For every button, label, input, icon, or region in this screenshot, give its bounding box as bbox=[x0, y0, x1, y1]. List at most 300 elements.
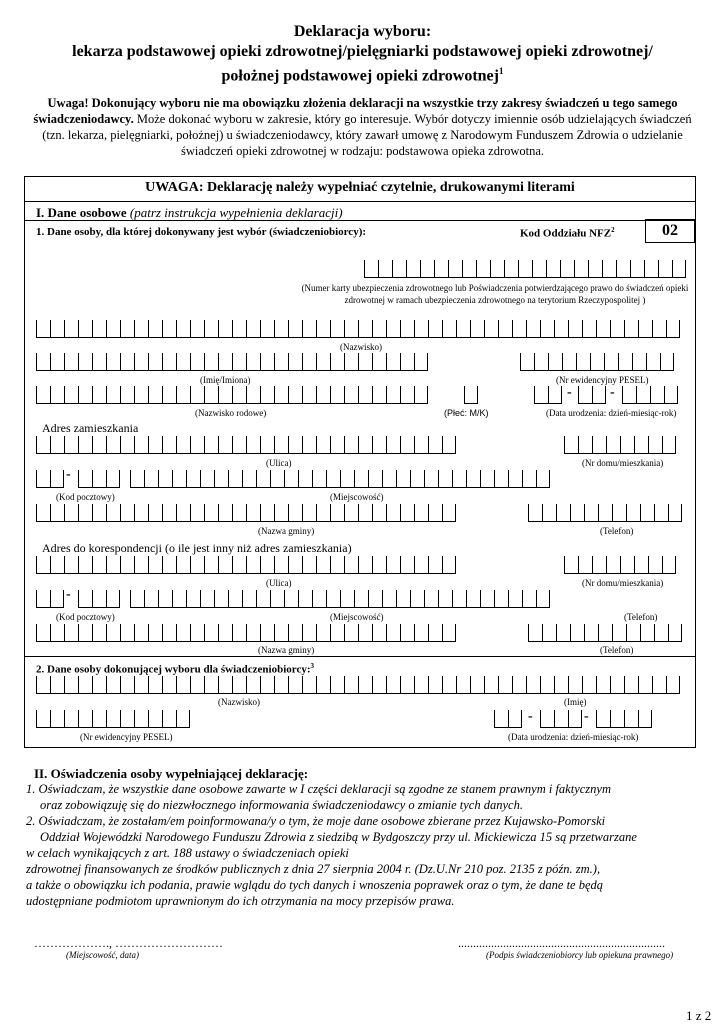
entry-box[interactable] bbox=[368, 470, 382, 488]
entry-box[interactable] bbox=[386, 624, 400, 642]
entry-box[interactable] bbox=[648, 436, 662, 454]
chooser-dob-year-cells[interactable] bbox=[596, 710, 652, 728]
entry-box[interactable] bbox=[284, 590, 298, 608]
entry-box[interactable] bbox=[204, 436, 218, 454]
entry-box[interactable] bbox=[134, 676, 148, 694]
entry-box[interactable] bbox=[284, 470, 298, 488]
entry-box[interactable] bbox=[36, 504, 50, 522]
entry-box[interactable] bbox=[148, 320, 162, 338]
entry-box[interactable] bbox=[78, 624, 92, 642]
pesel-cells[interactable] bbox=[520, 353, 674, 371]
entry-box[interactable] bbox=[476, 260, 490, 278]
entry-box[interactable] bbox=[78, 676, 92, 694]
entry-box[interactable] bbox=[190, 436, 204, 454]
entry-box[interactable] bbox=[626, 624, 640, 642]
entry-box[interactable] bbox=[274, 676, 288, 694]
entry-box[interactable] bbox=[330, 624, 344, 642]
entry-box[interactable] bbox=[172, 470, 186, 488]
entry-box[interactable] bbox=[442, 504, 456, 522]
entry-box[interactable] bbox=[512, 676, 526, 694]
entry-box[interactable] bbox=[452, 590, 466, 608]
entry-box[interactable] bbox=[326, 470, 340, 488]
chooser-surname-cells[interactable] bbox=[36, 676, 680, 694]
surname-cells[interactable] bbox=[36, 320, 680, 338]
entry-box[interactable] bbox=[64, 353, 78, 371]
entry-box[interactable] bbox=[176, 386, 190, 404]
entry-box[interactable] bbox=[204, 386, 218, 404]
entry-box[interactable] bbox=[540, 710, 554, 728]
entry-box[interactable] bbox=[568, 320, 582, 338]
entry-box[interactable] bbox=[344, 556, 358, 574]
entry-box[interactable] bbox=[606, 436, 620, 454]
entry-box[interactable] bbox=[162, 504, 176, 522]
postcode-cells-a[interactable] bbox=[36, 470, 64, 488]
entry-box[interactable] bbox=[438, 590, 452, 608]
entry-box[interactable] bbox=[660, 353, 674, 371]
entry-box[interactable] bbox=[498, 320, 512, 338]
entry-box[interactable] bbox=[442, 624, 456, 642]
entry-box[interactable] bbox=[106, 436, 120, 454]
entry-box[interactable] bbox=[246, 436, 260, 454]
house-number-cells[interactable] bbox=[564, 436, 676, 454]
entry-box[interactable] bbox=[638, 710, 652, 728]
entry-box[interactable] bbox=[620, 436, 634, 454]
entry-box[interactable] bbox=[596, 320, 610, 338]
entry-box[interactable] bbox=[274, 556, 288, 574]
entry-box[interactable] bbox=[228, 590, 242, 608]
entry-box[interactable] bbox=[640, 624, 654, 642]
entry-box[interactable] bbox=[148, 353, 162, 371]
entry-box[interactable] bbox=[354, 590, 368, 608]
entry-box[interactable] bbox=[274, 353, 288, 371]
entry-box[interactable] bbox=[464, 386, 478, 404]
postcode-cells-b[interactable] bbox=[78, 470, 120, 488]
entry-box[interactable] bbox=[190, 386, 204, 404]
entry-box[interactable] bbox=[386, 353, 400, 371]
entry-box[interactable] bbox=[372, 353, 386, 371]
entry-box[interactable] bbox=[400, 624, 414, 642]
entry-box[interactable] bbox=[414, 504, 428, 522]
entry-box[interactable] bbox=[218, 504, 232, 522]
entry-box[interactable] bbox=[218, 556, 232, 574]
entry-box[interactable] bbox=[186, 470, 200, 488]
entry-box[interactable] bbox=[654, 624, 668, 642]
entry-box[interactable] bbox=[232, 353, 246, 371]
entry-box[interactable] bbox=[246, 504, 260, 522]
entry-box[interactable] bbox=[190, 624, 204, 642]
entry-box[interactable] bbox=[590, 353, 604, 371]
entry-box[interactable] bbox=[568, 710, 582, 728]
entry-box[interactable] bbox=[480, 590, 494, 608]
entry-box[interactable] bbox=[204, 556, 218, 574]
entry-box[interactable] bbox=[622, 386, 636, 404]
entry-box[interactable] bbox=[602, 260, 616, 278]
entry-box[interactable] bbox=[410, 470, 424, 488]
entry-box[interactable] bbox=[646, 353, 660, 371]
entry-box[interactable] bbox=[316, 504, 330, 522]
entry-box[interactable] bbox=[162, 676, 176, 694]
entry-box[interactable] bbox=[604, 353, 618, 371]
entry-box[interactable] bbox=[36, 556, 50, 574]
entry-box[interactable] bbox=[662, 436, 676, 454]
entry-box[interactable] bbox=[50, 320, 64, 338]
entry-box[interactable] bbox=[470, 676, 484, 694]
entry-box[interactable] bbox=[428, 504, 442, 522]
entry-box[interactable] bbox=[610, 710, 624, 728]
entry-box[interactable] bbox=[534, 386, 548, 404]
entry-box[interactable] bbox=[176, 504, 190, 522]
entry-box[interactable] bbox=[50, 676, 64, 694]
entry-box[interactable] bbox=[148, 386, 162, 404]
entry-box[interactable] bbox=[424, 590, 438, 608]
entry-box[interactable] bbox=[288, 504, 302, 522]
entry-box[interactable] bbox=[372, 436, 386, 454]
entry-box[interactable] bbox=[302, 353, 316, 371]
entry-box[interactable] bbox=[242, 470, 256, 488]
entry-box[interactable] bbox=[568, 676, 582, 694]
entry-box[interactable] bbox=[134, 320, 148, 338]
entry-box[interactable] bbox=[78, 353, 92, 371]
entry-box[interactable] bbox=[92, 556, 106, 574]
entry-box[interactable] bbox=[438, 470, 452, 488]
entry-box[interactable] bbox=[92, 624, 106, 642]
entry-box[interactable] bbox=[330, 676, 344, 694]
entry-box[interactable] bbox=[542, 504, 556, 522]
entry-box[interactable] bbox=[636, 386, 650, 404]
entry-box[interactable] bbox=[302, 556, 316, 574]
corr-street-cells[interactable] bbox=[36, 556, 456, 574]
entry-box[interactable] bbox=[520, 353, 534, 371]
entry-box[interactable] bbox=[130, 470, 144, 488]
entry-box[interactable] bbox=[344, 386, 358, 404]
entry-box[interactable] bbox=[448, 260, 462, 278]
entry-box[interactable] bbox=[176, 710, 190, 728]
entry-box[interactable] bbox=[232, 624, 246, 642]
entry-box[interactable] bbox=[610, 320, 624, 338]
entry-box[interactable] bbox=[548, 353, 562, 371]
entry-box[interactable] bbox=[598, 624, 612, 642]
entry-box[interactable] bbox=[414, 386, 428, 404]
entry-box[interactable] bbox=[134, 710, 148, 728]
entry-box[interactable] bbox=[330, 320, 344, 338]
entry-box[interactable] bbox=[106, 590, 120, 608]
entry-box[interactable] bbox=[106, 624, 120, 642]
entry-box[interactable] bbox=[148, 556, 162, 574]
card-number-cells[interactable] bbox=[364, 260, 686, 278]
entry-box[interactable] bbox=[624, 320, 638, 338]
entry-box[interactable] bbox=[396, 590, 410, 608]
corr-house-number-cells[interactable] bbox=[564, 556, 676, 574]
entry-box[interactable] bbox=[582, 320, 596, 338]
entry-box[interactable] bbox=[316, 386, 330, 404]
entry-box[interactable] bbox=[288, 353, 302, 371]
entry-box[interactable] bbox=[274, 436, 288, 454]
entry-box[interactable] bbox=[78, 320, 92, 338]
entry-box[interactable] bbox=[288, 556, 302, 574]
entry-box[interactable] bbox=[508, 470, 522, 488]
entry-box[interactable] bbox=[78, 386, 92, 404]
entry-box[interactable] bbox=[414, 556, 428, 574]
entry-box[interactable] bbox=[372, 504, 386, 522]
entry-box[interactable] bbox=[260, 676, 274, 694]
entry-box[interactable] bbox=[662, 556, 676, 574]
entry-box[interactable] bbox=[256, 470, 270, 488]
entry-box[interactable] bbox=[592, 386, 606, 404]
entry-box[interactable] bbox=[186, 590, 200, 608]
entry-box[interactable] bbox=[484, 320, 498, 338]
entry-box[interactable] bbox=[562, 353, 576, 371]
signature-dots[interactable]: ..................................................................... bbox=[458, 936, 665, 950]
entry-box[interactable] bbox=[612, 504, 626, 522]
entry-box[interactable] bbox=[260, 320, 274, 338]
entry-box[interactable] bbox=[232, 436, 246, 454]
entry-box[interactable] bbox=[528, 624, 542, 642]
entry-box[interactable] bbox=[652, 320, 666, 338]
entry-box[interactable] bbox=[176, 676, 190, 694]
entry-box[interactable] bbox=[344, 353, 358, 371]
entry-box[interactable] bbox=[50, 556, 64, 574]
entry-box[interactable] bbox=[106, 470, 120, 488]
entry-box[interactable] bbox=[378, 260, 392, 278]
entry-box[interactable] bbox=[50, 386, 64, 404]
entry-box[interactable] bbox=[358, 676, 372, 694]
entry-box[interactable] bbox=[508, 590, 522, 608]
entry-box[interactable] bbox=[288, 676, 302, 694]
entry-box[interactable] bbox=[50, 470, 64, 488]
entry-box[interactable] bbox=[120, 353, 134, 371]
entry-box[interactable] bbox=[190, 320, 204, 338]
entry-box[interactable] bbox=[246, 320, 260, 338]
entry-box[interactable] bbox=[588, 260, 602, 278]
sex-cell[interactable] bbox=[464, 386, 478, 404]
entry-box[interactable] bbox=[386, 504, 400, 522]
entry-box[interactable] bbox=[344, 320, 358, 338]
entry-box[interactable] bbox=[528, 504, 542, 522]
entry-box[interactable] bbox=[554, 676, 568, 694]
entry-box[interactable] bbox=[420, 260, 434, 278]
entry-box[interactable] bbox=[330, 353, 344, 371]
entry-box[interactable] bbox=[358, 504, 372, 522]
entry-box[interactable] bbox=[560, 260, 574, 278]
entry-box[interactable] bbox=[246, 386, 260, 404]
nfz-code-value[interactable]: 02 bbox=[645, 219, 695, 243]
entry-box[interactable] bbox=[556, 624, 570, 642]
entry-box[interactable] bbox=[162, 320, 176, 338]
entry-box[interactable] bbox=[578, 386, 592, 404]
entry-box[interactable] bbox=[542, 624, 556, 642]
entry-box[interactable] bbox=[176, 436, 190, 454]
entry-box[interactable] bbox=[654, 504, 668, 522]
entry-box[interactable] bbox=[386, 436, 400, 454]
entry-box[interactable] bbox=[672, 260, 686, 278]
entry-box[interactable] bbox=[316, 556, 330, 574]
entry-box[interactable] bbox=[92, 386, 106, 404]
corr-postcode-cells-a[interactable] bbox=[36, 590, 64, 608]
entry-box[interactable] bbox=[364, 260, 378, 278]
entry-box[interactable] bbox=[134, 436, 148, 454]
entry-box[interactable] bbox=[200, 590, 214, 608]
entry-box[interactable] bbox=[134, 386, 148, 404]
entry-box[interactable] bbox=[400, 504, 414, 522]
entry-box[interactable] bbox=[522, 590, 536, 608]
entry-box[interactable] bbox=[176, 556, 190, 574]
entry-box[interactable] bbox=[92, 504, 106, 522]
entry-box[interactable] bbox=[442, 556, 456, 574]
entry-box[interactable] bbox=[316, 320, 330, 338]
entry-box[interactable] bbox=[414, 320, 428, 338]
entry-box[interactable] bbox=[372, 320, 386, 338]
entry-box[interactable] bbox=[456, 676, 470, 694]
entry-box[interactable] bbox=[400, 386, 414, 404]
entry-box[interactable] bbox=[36, 436, 50, 454]
corr-commune-cells[interactable] bbox=[36, 624, 456, 642]
entry-box[interactable] bbox=[386, 320, 400, 338]
entry-box[interactable] bbox=[176, 320, 190, 338]
entry-box[interactable] bbox=[274, 504, 288, 522]
entry-box[interactable] bbox=[578, 436, 592, 454]
entry-box[interactable] bbox=[134, 624, 148, 642]
entry-box[interactable] bbox=[288, 386, 302, 404]
entry-box[interactable] bbox=[498, 676, 512, 694]
entry-box[interactable] bbox=[638, 676, 652, 694]
entry-box[interactable] bbox=[232, 320, 246, 338]
phone-cells[interactable] bbox=[528, 504, 682, 522]
entry-box[interactable] bbox=[658, 260, 672, 278]
entry-box[interactable] bbox=[414, 624, 428, 642]
entry-box[interactable] bbox=[340, 590, 354, 608]
entry-box[interactable] bbox=[298, 590, 312, 608]
entry-box[interactable] bbox=[106, 556, 120, 574]
entry-box[interactable] bbox=[582, 676, 596, 694]
entry-box[interactable] bbox=[288, 320, 302, 338]
entry-box[interactable] bbox=[618, 353, 632, 371]
entry-box[interactable] bbox=[218, 320, 232, 338]
entry-box[interactable] bbox=[148, 710, 162, 728]
entry-box[interactable] bbox=[50, 504, 64, 522]
entry-box[interactable] bbox=[358, 386, 372, 404]
entry-box[interactable] bbox=[386, 676, 400, 694]
entry-box[interactable] bbox=[480, 470, 494, 488]
commune-cells[interactable] bbox=[36, 504, 456, 522]
entry-box[interactable] bbox=[344, 504, 358, 522]
entry-box[interactable] bbox=[302, 320, 316, 338]
entry-box[interactable] bbox=[260, 504, 274, 522]
entry-box[interactable] bbox=[606, 556, 620, 574]
entry-box[interactable] bbox=[260, 386, 274, 404]
entry-box[interactable] bbox=[632, 353, 646, 371]
entry-box[interactable] bbox=[358, 556, 372, 574]
entry-box[interactable] bbox=[312, 590, 326, 608]
entry-box[interactable] bbox=[340, 470, 354, 488]
entry-box[interactable] bbox=[36, 676, 50, 694]
entry-box[interactable] bbox=[190, 504, 204, 522]
entry-box[interactable] bbox=[232, 504, 246, 522]
entry-box[interactable] bbox=[564, 556, 578, 574]
street-cells[interactable] bbox=[36, 436, 456, 454]
entry-box[interactable] bbox=[214, 590, 228, 608]
corr-postcode-cells-b[interactable] bbox=[78, 590, 120, 608]
entry-box[interactable] bbox=[570, 624, 584, 642]
entry-box[interactable] bbox=[344, 624, 358, 642]
entry-box[interactable] bbox=[246, 556, 260, 574]
entry-box[interactable] bbox=[648, 556, 662, 574]
entry-box[interactable] bbox=[204, 353, 218, 371]
entry-box[interactable] bbox=[134, 504, 148, 522]
entry-box[interactable] bbox=[120, 556, 134, 574]
entry-box[interactable] bbox=[92, 676, 106, 694]
entry-box[interactable] bbox=[106, 353, 120, 371]
chooser-pesel-cells[interactable] bbox=[36, 710, 190, 728]
entry-box[interactable] bbox=[228, 470, 242, 488]
entry-box[interactable] bbox=[532, 260, 546, 278]
entry-box[interactable] bbox=[428, 436, 442, 454]
entry-box[interactable] bbox=[668, 504, 682, 522]
entry-box[interactable] bbox=[666, 320, 680, 338]
entry-box[interactable] bbox=[260, 556, 274, 574]
entry-box[interactable] bbox=[456, 320, 470, 338]
entry-box[interactable] bbox=[36, 590, 50, 608]
entry-box[interactable] bbox=[344, 676, 358, 694]
entry-box[interactable] bbox=[368, 590, 382, 608]
entry-box[interactable] bbox=[372, 556, 386, 574]
entry-box[interactable] bbox=[134, 353, 148, 371]
entry-box[interactable] bbox=[64, 556, 78, 574]
entry-box[interactable] bbox=[494, 710, 508, 728]
entry-box[interactable] bbox=[78, 504, 92, 522]
entry-box[interactable] bbox=[536, 590, 550, 608]
entry-box[interactable] bbox=[316, 676, 330, 694]
entry-box[interactable] bbox=[640, 504, 654, 522]
entry-box[interactable] bbox=[598, 504, 612, 522]
entry-box[interactable] bbox=[442, 320, 456, 338]
entry-box[interactable] bbox=[382, 590, 396, 608]
entry-box[interactable] bbox=[274, 386, 288, 404]
entry-box[interactable] bbox=[344, 436, 358, 454]
entry-box[interactable] bbox=[92, 436, 106, 454]
firstname-cells[interactable] bbox=[36, 353, 428, 371]
entry-box[interactable] bbox=[36, 624, 50, 642]
entry-box[interactable] bbox=[424, 470, 438, 488]
entry-box[interactable] bbox=[218, 353, 232, 371]
entry-box[interactable] bbox=[274, 320, 288, 338]
entry-box[interactable] bbox=[652, 676, 666, 694]
entry-box[interactable] bbox=[630, 260, 644, 278]
entry-box[interactable] bbox=[232, 556, 246, 574]
entry-box[interactable] bbox=[270, 470, 284, 488]
entry-box[interactable] bbox=[204, 624, 218, 642]
entry-box[interactable] bbox=[540, 320, 554, 338]
entry-box[interactable] bbox=[400, 676, 414, 694]
entry-box[interactable] bbox=[564, 436, 578, 454]
place-date-dots[interactable]: ………………., ……………………… bbox=[34, 936, 223, 950]
entry-box[interactable] bbox=[428, 556, 442, 574]
entry-box[interactable] bbox=[172, 590, 186, 608]
entry-box[interactable] bbox=[578, 556, 592, 574]
entry-box[interactable] bbox=[120, 710, 134, 728]
entry-box[interactable] bbox=[504, 260, 518, 278]
entry-box[interactable] bbox=[92, 470, 106, 488]
dob-day-cells[interactable] bbox=[534, 386, 562, 404]
entry-box[interactable] bbox=[554, 710, 568, 728]
entry-box[interactable] bbox=[584, 624, 598, 642]
entry-box[interactable] bbox=[274, 624, 288, 642]
entry-box[interactable] bbox=[64, 320, 78, 338]
entry-box[interactable] bbox=[592, 556, 606, 574]
entry-box[interactable] bbox=[176, 353, 190, 371]
entry-box[interactable] bbox=[330, 504, 344, 522]
entry-box[interactable] bbox=[204, 320, 218, 338]
entry-box[interactable] bbox=[358, 624, 372, 642]
